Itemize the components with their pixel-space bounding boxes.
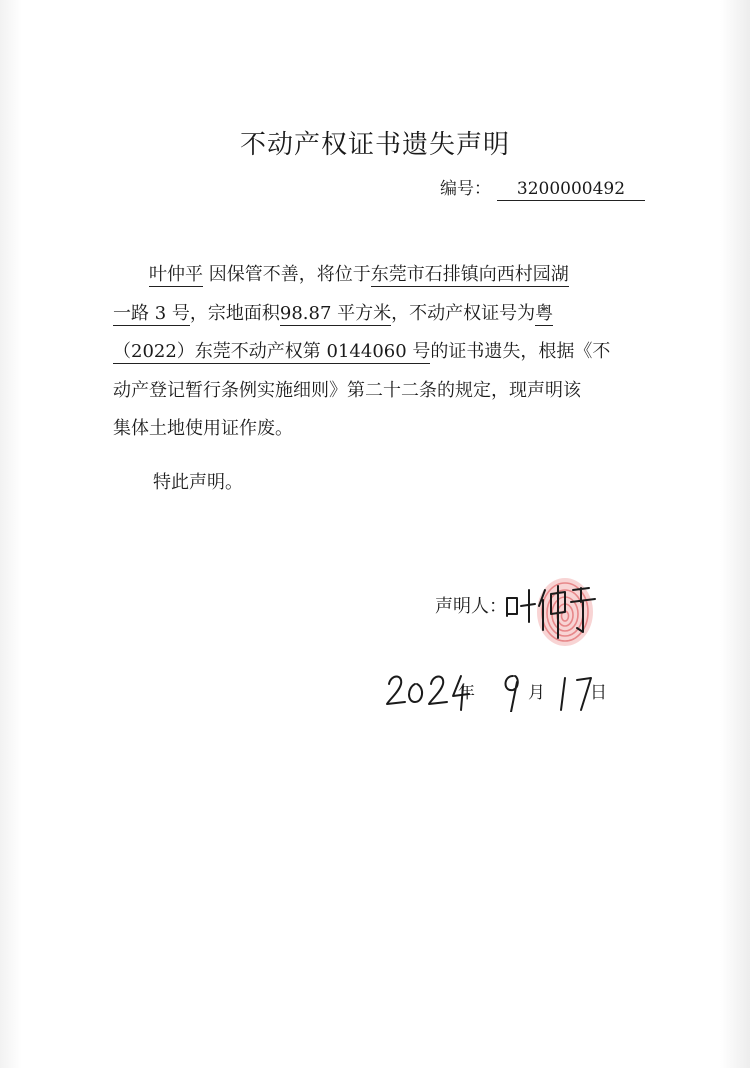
document-title: 不动产权证书遗失声明 <box>239 130 510 160</box>
body-text-1: 因保管不善，将位于 <box>208 264 371 285</box>
serial-number-row <box>440 174 645 201</box>
date-year-label: 年 <box>458 683 475 703</box>
body-text-3: ，不动产权证号为 <box>391 302 536 324</box>
handwritten-date <box>385 662 610 712</box>
declarant-label: 声明人： <box>435 596 507 617</box>
signature-with-fingerprint <box>503 572 613 652</box>
body-text-2: ，宗地面积 <box>189 302 280 324</box>
certificate-number-2: （2022）东莞不动产权第 0144060 号 <box>113 341 431 362</box>
serial-label: 编号： <box>440 179 491 199</box>
closing-statement: 特此声明。 <box>153 472 243 493</box>
property-address-2: 一路 3 号 <box>113 302 190 324</box>
date-month-label: 月 <box>528 683 545 703</box>
declaration-body <box>113 256 645 449</box>
land-area: 98.87 平方米 <box>279 302 392 324</box>
property-address-1: 东莞市石排镇向西村园湖 <box>370 264 569 285</box>
certificate-number-1: 粤 <box>535 302 554 324</box>
body-line-5: 集体土地使用证作废。 <box>113 418 293 439</box>
body-line-1 <box>113 256 645 295</box>
body-line-4: 动产登记暂行条例实施细则》第二十二条的规定，现声明该 <box>113 379 581 401</box>
serial-number: 3200000492 <box>497 179 645 201</box>
body-line-3 <box>113 333 645 372</box>
owner-name: 叶仲平 <box>149 264 203 285</box>
date-day-label: 日 <box>590 683 607 703</box>
body-line-2 <box>113 295 645 334</box>
body-text-4: 的证书遗失，根据《不 <box>430 341 611 362</box>
